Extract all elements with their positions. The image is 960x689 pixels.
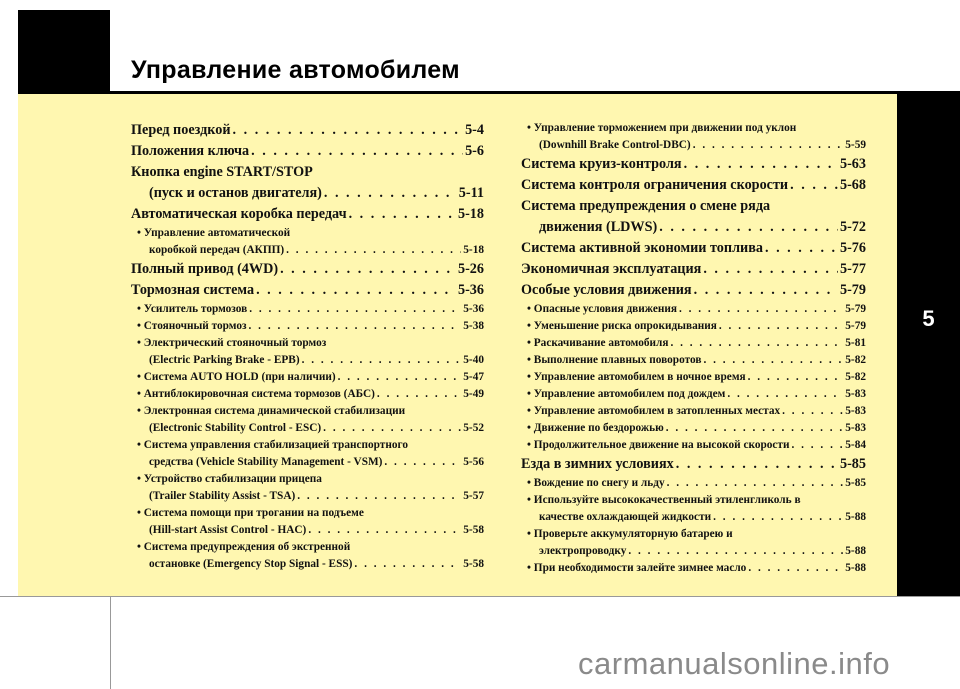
toc-entry-page: 5-26 — [457, 261, 484, 277]
toc-entry-page: 5-40 — [463, 354, 484, 366]
toc-entry[interactable] — [521, 509, 866, 526]
toc-entry[interactable] — [521, 238, 866, 259]
toc-entry-title: • Уменьшение риска опрокидывания — [527, 320, 717, 332]
toc-entry[interactable] — [521, 437, 866, 454]
toc-entry[interactable] — [131, 352, 484, 369]
dot-leader — [249, 318, 462, 335]
toc-entry-title: качестве охлаждающей жидкости — [539, 511, 712, 523]
toc-entry-page: 5-58 — [463, 558, 484, 570]
toc-entry-page: 5-18 — [457, 206, 484, 222]
toc-entry-title: Особые условия движения — [521, 282, 692, 298]
toc-entry[interactable] — [521, 217, 866, 238]
toc-entry[interactable] — [521, 454, 866, 475]
toc-entry[interactable] — [131, 204, 484, 225]
toc-entry-page: 5-83 — [845, 405, 866, 417]
toc-entry — [521, 526, 866, 543]
toc-entry-page: 5-68 — [839, 177, 866, 193]
toc-entry-title: движения (LDWS) — [539, 219, 658, 235]
toc-right-column — [521, 120, 866, 577]
toc-entry-title: Кнопка engine START/STOP — [131, 164, 313, 180]
dot-leader — [280, 259, 456, 280]
toc-entry-page: 5-56 — [463, 456, 484, 468]
toc-entry[interactable] — [131, 369, 484, 386]
toc-entry — [521, 492, 866, 509]
dot-leader — [338, 369, 462, 386]
toc-entry-title: • Система AUTO HOLD (при наличии) — [137, 371, 336, 383]
dot-leader — [249, 301, 461, 318]
toc-entry — [131, 437, 484, 454]
toc-entry[interactable] — [131, 556, 484, 573]
toc-entry[interactable] — [131, 420, 484, 437]
toc-entry — [131, 505, 484, 522]
toc-entry-page: 5-85 — [845, 477, 866, 489]
toc-entry-page: 5-79 — [845, 320, 866, 332]
dot-leader — [251, 141, 463, 162]
toc-entry[interactable] — [521, 175, 866, 196]
dot-leader — [703, 352, 843, 369]
toc-entry-page: 5-77 — [839, 261, 866, 277]
toc-entry[interactable] — [131, 259, 484, 280]
dot-leader — [748, 369, 844, 386]
toc-entry-title: Перед поездкой — [131, 122, 231, 138]
toc-entry-page: 5-82 — [845, 354, 866, 366]
footer-divider — [110, 596, 111, 689]
toc-entry-title: • Выполнение плавных поворотов — [527, 354, 702, 366]
toc-entry-title: • Управление торможением при движении под уклон — [527, 122, 797, 134]
toc-entry-title: • Антиблокировочная система тормозов (АБС) — [137, 388, 375, 400]
toc-entry[interactable] — [131, 318, 484, 335]
toc-entry — [131, 471, 484, 488]
toc-entry-page: 5-52 — [463, 422, 484, 434]
toc-entry[interactable] — [521, 543, 866, 560]
toc-entry-page: 5-88 — [845, 562, 866, 574]
toc-entry-page: 5-38 — [463, 320, 484, 332]
watermark: carmanualsonline.info — [578, 646, 891, 681]
dot-leader — [286, 242, 461, 259]
toc-entry[interactable] — [521, 301, 866, 318]
dot-leader — [628, 543, 843, 560]
toc-entry-page: 5-82 — [845, 371, 866, 383]
toc-entry-page: 5-58 — [463, 524, 484, 536]
toc-entry-page: 5-59 — [845, 139, 866, 151]
dot-leader — [659, 217, 838, 238]
dot-leader — [676, 454, 838, 475]
toc-entry-title: • Стояночный тормоз — [137, 320, 247, 332]
toc-entry-page: 5-63 — [839, 156, 866, 172]
toc-entry-page: 5-36 — [463, 303, 484, 315]
dot-leader — [354, 556, 461, 573]
dot-leader — [666, 420, 844, 437]
toc-entry-page: 5-6 — [465, 143, 484, 159]
toc-entry-title: • Проверьте аккумуляторную батарею и — [527, 528, 733, 540]
toc-entry-page: 5-84 — [845, 439, 866, 451]
dot-leader — [790, 175, 838, 196]
dot-leader — [719, 318, 843, 335]
toc-entry — [131, 403, 484, 420]
dot-leader — [233, 120, 464, 141]
toc-entry-title: • Управление автомобилем под дождем — [527, 388, 726, 400]
toc-entry-page: 5-88 — [845, 511, 866, 523]
dot-leader — [297, 488, 461, 505]
toc-entry-title: • Движение по бездорожью — [527, 422, 664, 434]
toc-entry-title: • Усилитель тормозов — [137, 303, 248, 315]
toc-entry[interactable] — [521, 137, 866, 154]
toc-entry-title: • Устройство стабилизации прицепа — [137, 473, 322, 485]
toc-entry[interactable] — [521, 280, 866, 301]
chapter-tab[interactable]: 5 — [897, 290, 960, 348]
dot-leader — [670, 335, 843, 352]
dot-leader — [384, 454, 461, 471]
dot-leader — [684, 154, 838, 175]
toc-entry[interactable] — [521, 335, 866, 352]
toc-entry-page: 5-72 — [839, 219, 866, 235]
dot-leader — [782, 403, 843, 420]
toc-entry[interactable] — [131, 242, 484, 259]
toc-entry-page: 5-47 — [463, 371, 484, 383]
dot-leader — [693, 137, 844, 154]
toc-entry[interactable] — [521, 369, 866, 386]
toc-entry-page: 5-57 — [463, 490, 484, 502]
toc-entry-title: (Trailer Stability Assist - TSA) — [149, 490, 296, 502]
dot-leader — [302, 352, 462, 369]
toc-entry-page: 5-18 — [463, 244, 484, 256]
toc-entry — [131, 225, 484, 242]
toc-entry[interactable] — [521, 420, 866, 437]
toc-entry-title: (Electronic Stability Control - ESC) — [149, 422, 322, 434]
toc-entry-title: • Используйте высококачественный этиленгликоль в — [527, 494, 801, 506]
toc-left-column — [131, 120, 484, 573]
dot-leader — [349, 204, 456, 225]
dot-leader — [713, 509, 843, 526]
toc-entry[interactable] — [131, 280, 484, 301]
toc-entry-title: Система контроля ограничения скорости — [521, 177, 789, 193]
toc-entry-title: Положения ключа — [131, 143, 250, 159]
toc-entry[interactable] — [131, 386, 484, 403]
toc-entry-title: Система активной экономии топлива — [521, 240, 763, 256]
toc-entry-title: • Продолжительное движение на высокой скорости — [527, 439, 790, 451]
toc-entry-title: Экономичная эксплуатация — [521, 261, 702, 277]
toc-entry-title: • Система предупреждения об экстренной — [137, 541, 351, 553]
dot-leader — [256, 280, 456, 301]
dot-leader — [748, 560, 843, 577]
toc-entry[interactable] — [521, 403, 866, 420]
toc-entry-title: Полный привод (4WD) — [131, 261, 279, 277]
toc-entry-page: 5-83 — [845, 388, 866, 400]
dot-leader — [727, 386, 843, 403]
toc-entry-page: 5-76 — [839, 240, 866, 256]
toc-entry-title: Тормозная система — [131, 282, 255, 298]
dot-leader — [791, 437, 843, 454]
toc-entry[interactable] — [521, 154, 866, 175]
dot-leader — [667, 475, 844, 492]
toc-entry-title: коробкой передач (АКПП) — [149, 244, 285, 256]
toc-entry-title: (пуск и останов двигателя) — [149, 185, 322, 201]
toc-entry — [521, 120, 866, 137]
toc-entry[interactable] — [131, 183, 484, 204]
toc-entry — [131, 539, 484, 556]
toc-entry-page: 5-11 — [458, 185, 484, 201]
toc-entry-title: • Управление автомобилем в затопленных местах — [527, 405, 781, 417]
dot-leader — [308, 522, 461, 539]
toc-entry-title: • Опасные условия движения — [527, 303, 677, 315]
toc-entry[interactable] — [131, 522, 484, 539]
page-title: Управление автомобилем — [131, 56, 460, 84]
toc-entry[interactable] — [521, 352, 866, 369]
toc-entry-title: остановке (Emergency Stop Signal - ESS) — [149, 558, 353, 570]
toc-entry-title: Езда в зимних условиях — [521, 456, 674, 472]
dot-leader — [694, 280, 838, 301]
toc-entry-page: 5-88 — [845, 545, 866, 557]
toc-entry-title: • Электрический стояночный тормоз — [137, 337, 327, 349]
dot-leader — [323, 420, 461, 437]
toc-entry-title: (Hill-start Assist Control - HAC) — [149, 524, 307, 536]
toc-entry-page: 5-83 — [845, 422, 866, 434]
toc-entry-title: (Downhill Brake Control-DBC) — [539, 139, 691, 151]
toc-entry — [521, 196, 866, 217]
footer-rule — [0, 596, 960, 597]
left-margin-panel — [18, 94, 110, 596]
toc-entry-page: 5-85 — [839, 456, 866, 472]
toc-entry-title: Система предупреждения о смене ряда — [521, 198, 771, 214]
toc-entry — [131, 335, 484, 352]
toc-entry[interactable] — [521, 560, 866, 577]
toc-entry-title: • Управление автоматической — [137, 227, 291, 239]
toc-entry[interactable] — [521, 259, 866, 280]
toc-entry[interactable] — [521, 475, 866, 492]
toc-entry-title: • Управление автомобилем в ночное время — [527, 371, 746, 383]
toc-entry-title: • При необходимости залейте зимнее масло — [527, 562, 747, 574]
toc-entry-title: • Вождение по снегу и льду — [527, 477, 665, 489]
toc-entry-title: • Система управления стабилизацией транспортного — [137, 439, 409, 451]
toc-entry-page: 5-4 — [465, 122, 484, 138]
dot-leader — [324, 183, 457, 204]
toc-entry[interactable] — [131, 488, 484, 505]
toc-entry-title: (Electric Parking Brake - EPB) — [149, 354, 300, 366]
dot-leader — [703, 259, 838, 280]
toc-entry-page: 5-81 — [845, 337, 866, 349]
toc-entry[interactable] — [131, 141, 484, 162]
toc-entry-title: Автоматическая коробка передач — [131, 206, 347, 222]
toc-entry-page: 5-79 — [845, 303, 866, 315]
toc-entry[interactable] — [521, 318, 866, 335]
toc-entry[interactable] — [131, 454, 484, 471]
toc-entry-title: средства (Vehicle Stability Management - VSM) — [149, 456, 383, 468]
toc-entry-title: Система круиз-контроля — [521, 156, 682, 172]
toc-entry[interactable] — [131, 301, 484, 318]
dot-leader — [377, 386, 461, 403]
toc-entry[interactable] — [521, 386, 866, 403]
toc-entry-title: • Электронная система динамической стабилизации — [137, 405, 406, 417]
toc-entry-title: • Система помощи при трогании на подъеме — [137, 507, 364, 519]
toc-entry-page: 5-79 — [839, 282, 866, 298]
header-black-block — [18, 10, 110, 94]
toc-entry-page: 5-36 — [457, 282, 484, 298]
toc-entry — [131, 162, 484, 183]
dot-leader — [679, 301, 843, 318]
dot-leader — [765, 238, 838, 259]
toc-entry-title: электропроводку — [539, 545, 627, 557]
toc-entry[interactable] — [131, 120, 484, 141]
toc-entry-title: • Раскачивание автомобиля — [527, 337, 669, 349]
toc-entry-page: 5-49 — [463, 388, 484, 400]
